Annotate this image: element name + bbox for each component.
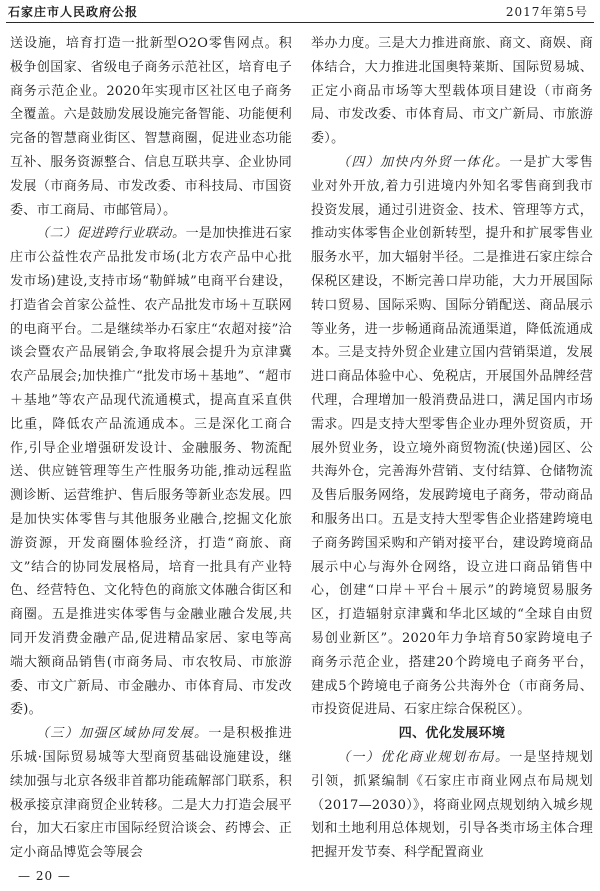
paragraph	[311, 746, 593, 865]
subsection-heading: （四）加快内外贸一体化。	[337, 154, 510, 170]
paragraph	[10, 222, 292, 722]
paragraph: 送设施，培育打造一批新型O2O零售网点。积极争创国家、省级电子商务示范社区，培育电子商务示范企业。2020年实现市区社区电子商务全覆盖。六是鼓励发展设施完备智能、功能便利完备的智慧商业街区、智慧商圈，促进业态功能互补、服务资源整合、信息互联共享、企业协同发展（市商务局、市发改委、市科技局、市国资委、市工商局、市邮管局）。	[10, 36, 292, 218]
right-column	[311, 32, 593, 865]
paragraph: 举办力度。三是大力推进商旅、商文、商娱、商体结合，大力推进北国奥特莱斯、国际贸易城、正定小商品市场等大型载体项目建设（市商务局、市发改委、市体育局、市文广新局、市旅游委）。	[311, 36, 593, 147]
page-number: — 20 —	[18, 869, 71, 883]
page-header	[6, 0, 594, 23]
paragraph	[10, 722, 292, 865]
paragraph-text: 一是积极推进乐城·国际贸易城等大型商贸基础设施建设，继续加强与北京各级非首都功能疏解部门联系，积极承接京津商贸企业转移。二是大力打造会展平台，加大石家庄市国际经贸洽谈会、药博会、正定小商品博览会等展会	[10, 726, 292, 861]
subsection-heading: （二）促进跨行业联动。	[36, 226, 186, 242]
paragraph-text: 一是扩大零售业对外开放,着力引进境内外知名零售商到我市投资发展，通过引进资金、技术、管理等方式，推动实体零售企业创新转型，提升和扩展零售业服务水平，加大辐射半径。二是推进石家庄综合保税区建设，不断完善口岸功能，大力开展国际转口贸易、国际采购、国际分销配送、商品展示等业务，进一步畅通商品流通渠道，降低流通成本。三是支持外贸企业建立国内营销渠道，发展进口商品体验中心、免税店，开展国外品牌经营代理，合理增加一般消费品进口，满足国内市场需求。四是支持大型零售企业办理外贸资质，开展外贸业务，设立境外商贸物流(快递)园区、公共海外仓，完善海外营销、支付结算、仓储物流及售后服务网络，发展跨境电子商务，带动商品和服务出口。五是支持大型零售企业搭建跨境电子商务跨国采购和产销对接平台，建设跨境商品展示中心与海外仓网络，设立进口商品销售中心，创建“口岸＋平台＋展示”的跨境贸易服务区，打造辐射京津冀和华北区域的“全球自由贸易创业新区”。2020年力争培育50家跨境电子商务示范企业，搭建20个跨境电子商务平台，建成5个跨境电子商务公共海外仓（市商务局、市投资促进局、石家庄综合保税区）。	[311, 154, 593, 718]
subsection-heading: （一）优化商业规划布局。	[337, 749, 510, 765]
paragraph-text: 一是坚持规划引领，抓紧编制《石家庄市商业网点布局规划（2017—2030）》，将商业网点规划纳入城乡规划和土地利用总体规划，引导各类市场主体合理把握开发节奏、科学配置商业	[311, 749, 593, 861]
gazette-title: 石家庄市人民政府公报	[8, 5, 139, 19]
paragraph	[311, 151, 593, 722]
left-column	[10, 32, 292, 865]
paragraph-text: 一是加快推进石家庄市公益性农产品批发市场(北方农产品中心批发市场)建设,支持市场“勒鲜城”电商平台建设，打造省会首家公益性、农产品批发市场＋互联网的电商平台。二是继续举办石家庄“农超对接”洽谈会暨农产品展销会,争取将展会提升为京津冀农产品展会;加快推广“批发市场＋基地”、“超市＋基地”等农产品现代流通模式，提高直采直供比重，降低农产品流通成本。三是深化工商合作,引导企业增强研发设计、金融服务、物流配送、供应链管理等生产性服务功能,推动远程监测诊断、运营维护、售后服务等新业态发展。四是加快实体零售与其他服务业融合,挖掘文化旅游资源，开发商圈体验经济，打造“商旅、商文”结合的协同发展格局，培育一批具有产业特色、经营特色、文化特色的商旅文体融合街区和商圈。五是推进实体零售与金融业融合发展,共同开发消费金融产品,促进精品家居、家电等高端大额商品销售(市商务局、市农牧局、市旅游委、市文广新局、市金融办、市体育局、市发改委)。	[10, 226, 293, 718]
subsection-heading: （三）加强区域协同发展。	[36, 726, 209, 742]
section-heading: 四、优化发展环境	[398, 726, 506, 742]
issue-number: 2017年第5号	[505, 5, 588, 19]
